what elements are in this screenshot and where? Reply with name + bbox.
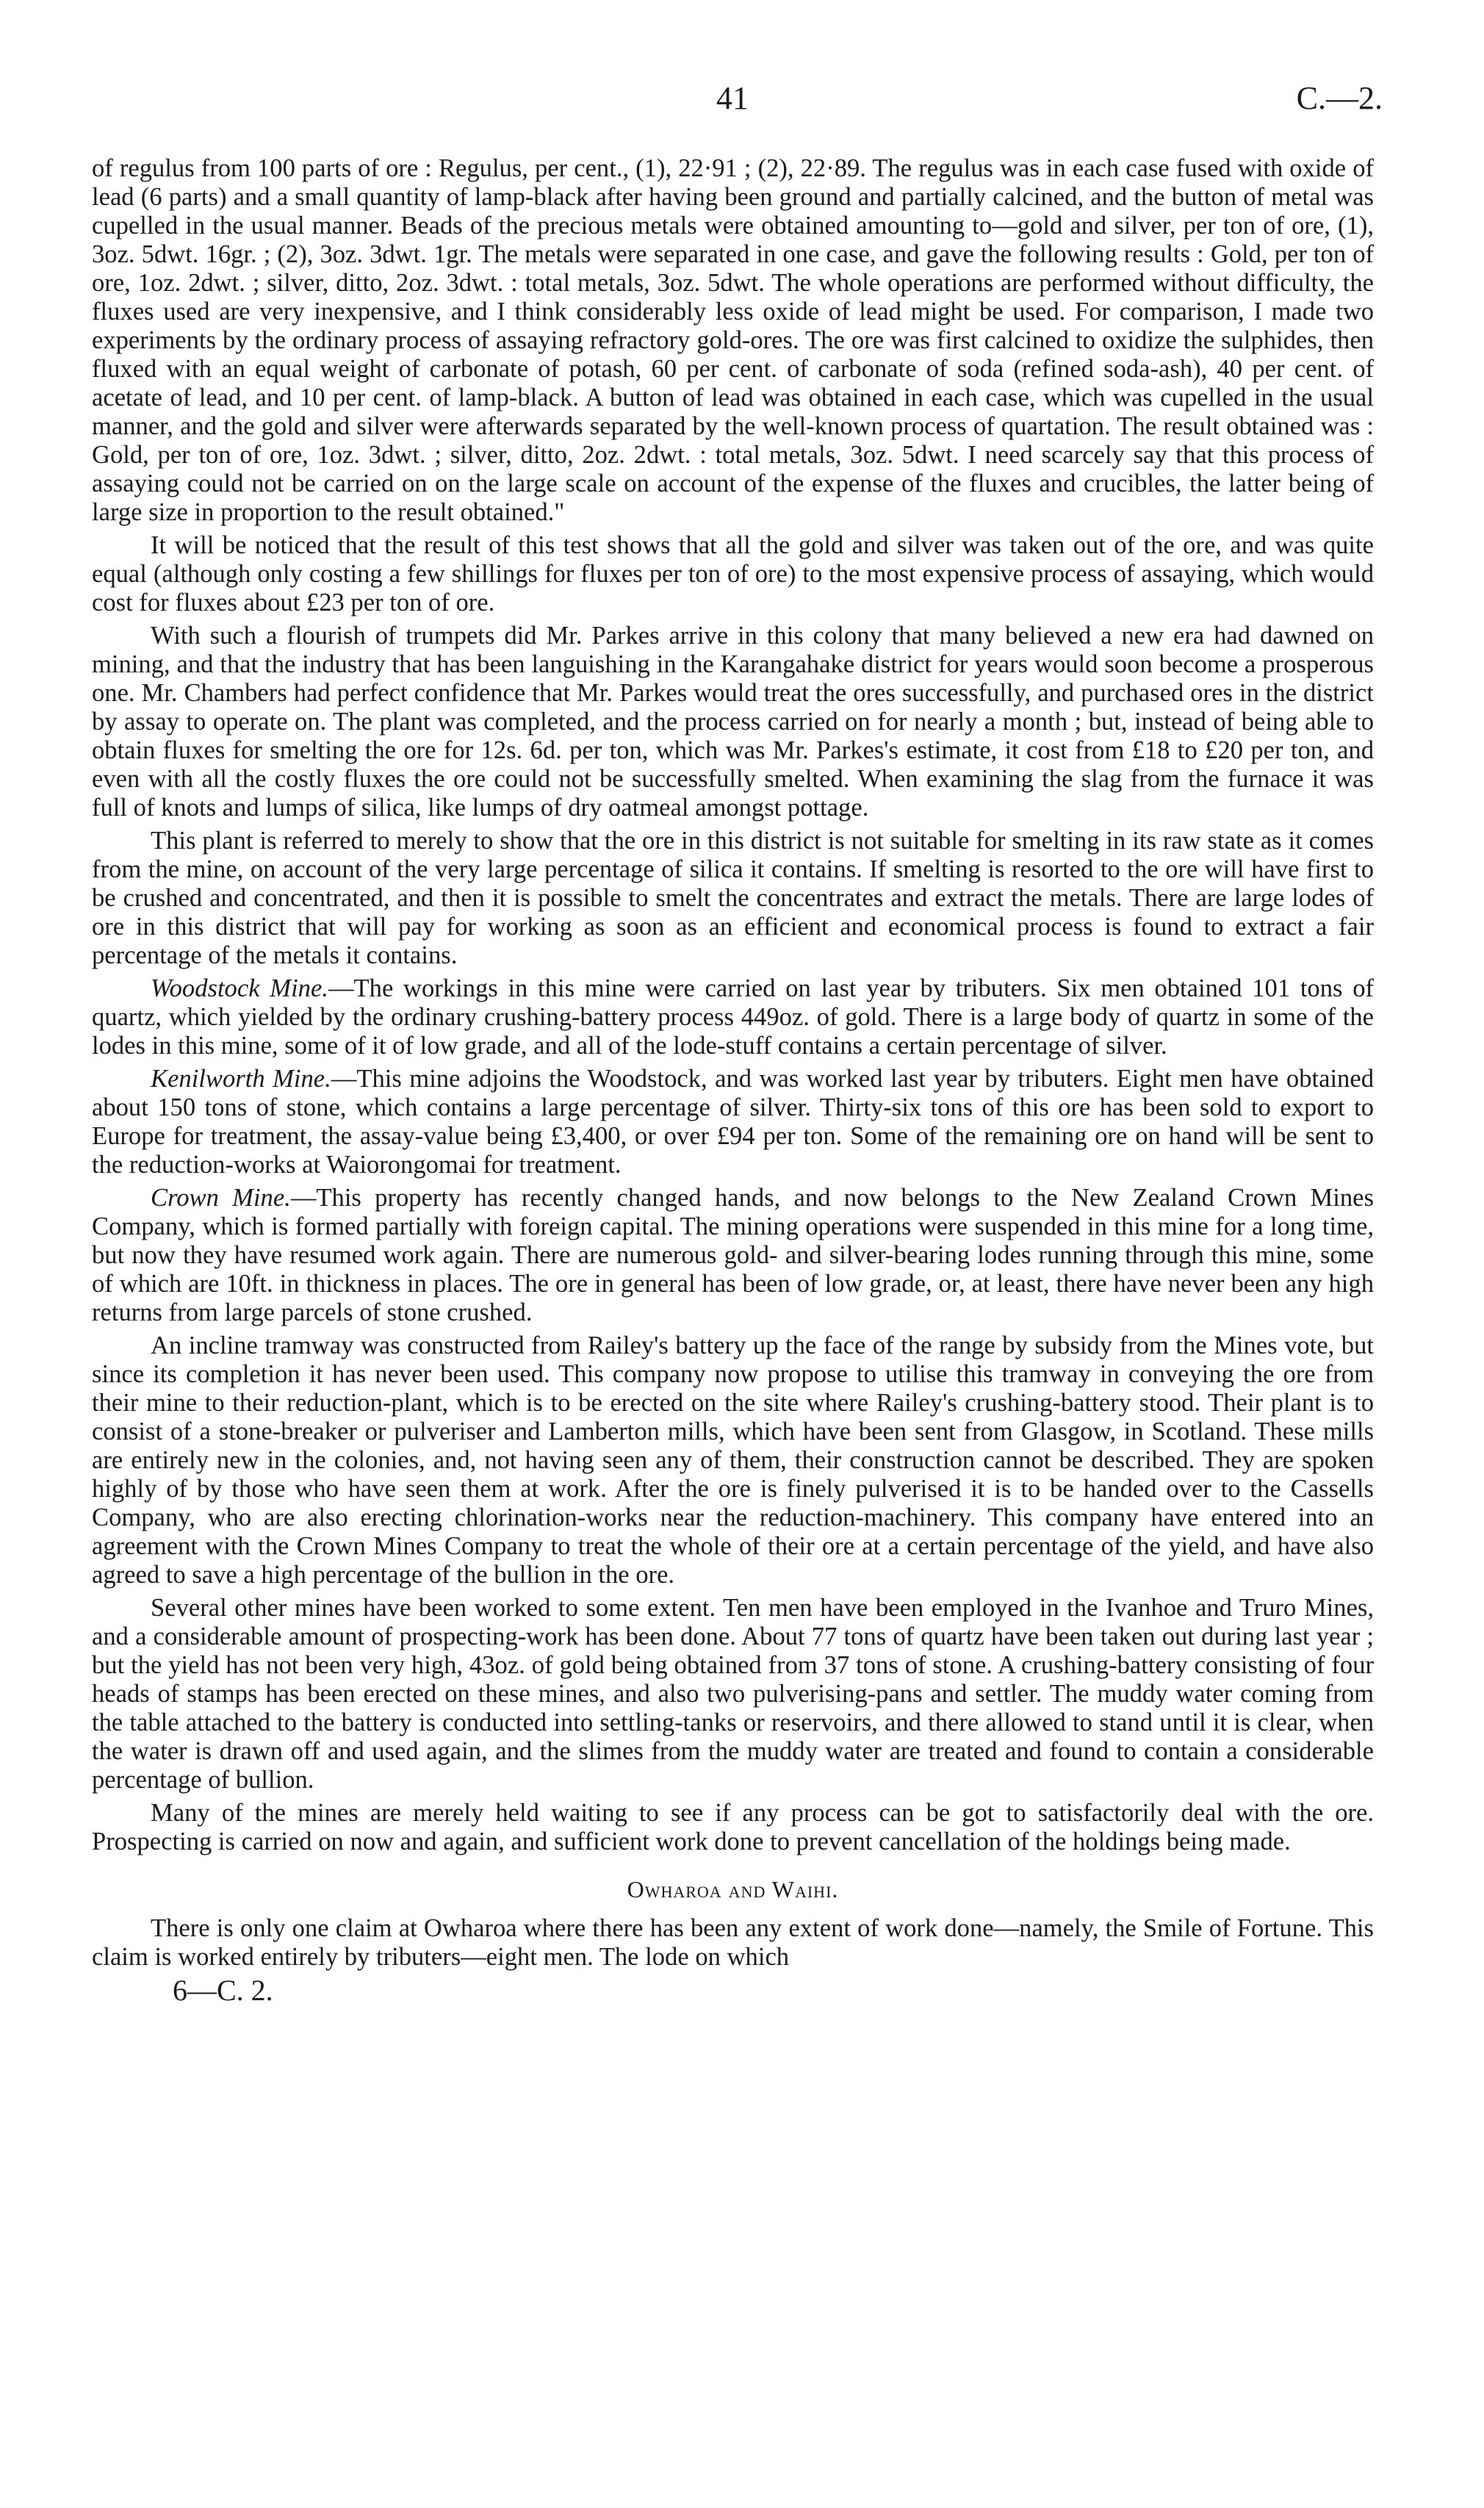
paragraph-crown-mine — [92, 1184, 1374, 1327]
paragraph: Many of the mines are merely held waiting to see if any process can be got to satisfactorily deal with the ore. Prospecting is carried on now and again, and sufficient work done to prevent cancellation of the holdings being made. — [92, 1799, 1374, 1855]
paragraph-kenilworth-mine — [92, 1065, 1374, 1179]
paragraph-woodstock-mine — [92, 974, 1374, 1060]
mine-text: —This property has recently changed hands, and now belongs to the New Zealand Crown Mines Company, which is formed partially with foreign capital. The mining operations were suspended in this mine for a long time, but now they have resumed work again. There are numerous gold- and silver-bearing lodes running through this mine, some of which are 10ft. in thickness in places. The ore in general has been of low grade, or, at least, there have never been any high returns from large parcels of stone crushed. — [92, 1184, 1374, 1326]
mine-name: Crown Mine. — [151, 1184, 291, 1212]
section-heading: Owharoa and Waihi. — [627, 1876, 839, 1902]
paragraph: There is only one claim at Owharoa where there has been any extent of work done—namely, the Smile of Fortune. This claim is worked entirely by tributers—eight men. The lode on which — [92, 1914, 1374, 1971]
mine-name: Woodstock Mine. — [151, 974, 328, 1002]
mine-name: Kenilworth Mine. — [151, 1065, 331, 1093]
paragraph: With such a flourish of trumpets did Mr. Parkes arrive in this colony that many believed a new era had dawned on mining, and that the industry that has been languishing in the Karangahake district for years would soon become a prosperous one. Mr. Chambers had perfect confidence that Mr. Parkes would treat the ores successfully, and purchased ores in the district by assay to operate on. The plant was completed, and the process carried on for nearly a month ; but, instead of being able to obtain fluxes for smelting the ore for 12s. 6d. per ton, which was Mr. Parkes's estimate, it cost from £18 to £20 per ton, and even with all the costly fluxes the ore could not be successfully smelted. When examining the slag from the furnace it was full of knots and lumps of silica, like lumps of dry oatmeal amongst pottage. — [92, 622, 1374, 822]
page-number: 41 — [716, 80, 749, 116]
paragraph: This plant is referred to merely to show that the ore in this district is not suitable for smelting in its raw state as it comes from the mine, on account of the very large percentage of silica it contains. If smelting is resorted to the ore will have first to be crushed and concentrated, and then it is possible to smelt the concentrates and extract the metals. There are large lodes of ore in this district that will pay for working as soon as an efficient and economical process is found to extract a fair percentage of the metals it contains. — [92, 827, 1374, 969]
footer-signature: 6—C. 2. — [173, 1974, 273, 2007]
paragraph: of regulus from 100 parts of ore : Regulus, per cent., (1), 22·91 ; (2), 22·89. The regulus was in each case fused with oxide of lead (6 parts) and a small quantity of lamp-black after having been ground and partially calcined, and the button of metal was cupelled in the usual manner. Beads of the precious metals were obtained amounting to—gold and silver, per ton of ore, (1), 3oz. 5dwt. 16gr. ; (2), 3oz. 3dwt. 1gr. The metals were separated in one case, and gave the following results : Gold, per ton of ore, 1oz. 2dwt. ; silver, ditto, 2oz. 3dwt. : total metals, 3oz. 5dwt. The whole operations are performed without difficulty, the fluxes used are very inexpensive, and I think considerably less oxide of lead might be used. For comparison, I made two experiments by the ordinary process of assaying refractory gold-ores. The ore was first calcined to oxidize the sulphides, then fluxed with an equal weight of carbonate of potash, 60 per cent. of carbonate of soda (refined soda-ash), 40 per cent. of acetate of lead, and 10 per cent. of lamp-black. A button of lead was obtained in each case, which was cupelled in the usual manner, and the gold and silver were afterwards separated by the well-known process of quartation. The result obtained was : Gold, per ton of ore, 1oz. 3dwt. ; silver, ditto, 2oz. 2dwt. : total metals, 3oz. 5dwt. I need scarcely say that this process of assaying could not be carried on on the large scale on account of the expense of the fluxes and crucibles, the latter being of large size in proportion to the result obtained." — [92, 154, 1374, 526]
body-text — [92, 154, 1374, 2005]
mine-text: —The workings in this mine were carried on last year by tributers. Six men obtained 101 tons of quartz, which yielded by the ordinary crushing-battery process 449oz. of gold. There is a large body of quartz in some of the lodes in this mine, some of it of low grade, and all of the lode-stuff contains a certain percentage of silver. — [92, 974, 1374, 1060]
document-reference: C.—2. — [1296, 80, 1383, 116]
mine-text: —This mine adjoins the Woodstock, and was worked last year by tributers. Eight men have obtained about 150 tons of stone, which contains a large percentage of silver. Thirty-six tons of this ore has been sold to export to Europe for treatment, the assay-value being £3,400, or over £94 per ton. Some of the remaining ore on hand will be sent to the reduction-works at Waiorongomai for treatment. — [92, 1065, 1374, 1179]
paragraph: It will be noticed that the result of this test shows that all the gold and silver was taken out of the ore, and was quite equal (although only costing a few shillings for fluxes per ton of ore) to the most expensive process of assaying, which would cost for fluxes about £23 per ton of ore. — [92, 531, 1374, 617]
paragraph: An incline tramway was constructed from Railey's battery up the face of the range by subsidy from the Mines vote, but since its completion it has never been used. This company now propose to utilise this tramway in conveying the ore from their mine to their reduction-plant, which is to be erected on the site where Railey's crushing-battery stood. Their plant is to consist of a stone-breaker or pulveriser and Lamberton mills, which have been sent from Glasgow, in Scotland. These mills are entirely new in the colonies, and, not having seen any of them, their construction cannot be described. They are spoken highly of by those who have seen them at work. After the ore is finely pulverised it is to be handed over to the Cassells Company, who are also erecting chlorination-works near the reduction-machinery. This company have entered into an agreement with the Crown Mines Company to treat the whole of their ore at a certain percentage of the yield, and have also agreed to save a high percentage of the bullion in the ore. — [92, 1332, 1374, 1589]
paragraph: Several other mines have been worked to some extent. Ten men have been employed in the Ivanhoe and Truro Mines, and a considerable amount of prospecting-work has been done. About 77 tons of quartz have been taken out during last year ; but the yield has not been very high, 43oz. of gold being obtained from 37 tons of stone. A crushing-battery consisting of four heads of stamps has been erected on these mines, and also two pulverising-pans and settler. The muddy water coming from the table attached to the battery is conducted into settling-tanks or reservoirs, and there allowed to stand until it is clear, when the water is drawn off and used again, and the slimes from the muddy water are treated and found to contain a considerable percentage of bullion. — [92, 1594, 1374, 1794]
